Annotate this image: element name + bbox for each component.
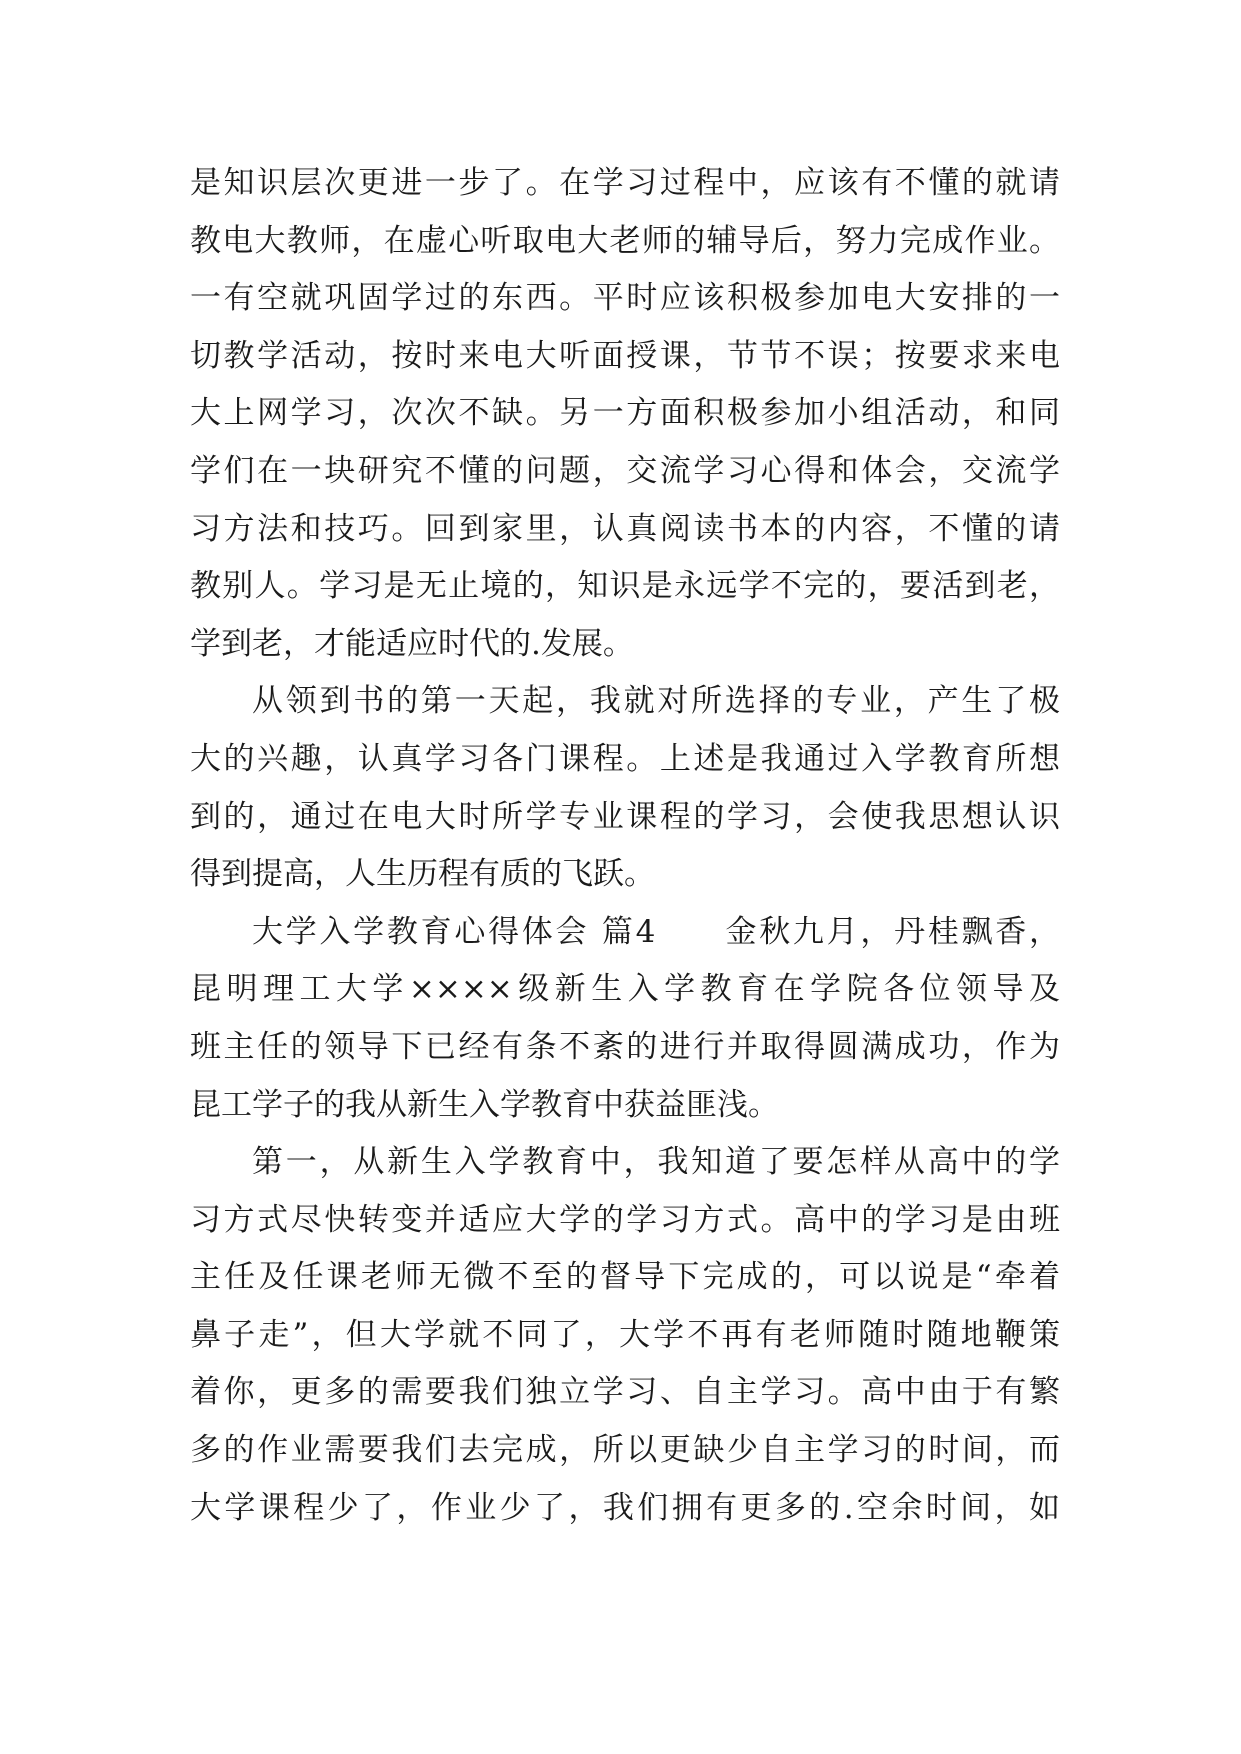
text-line: 一有空就巩固学过的东西。平时应该积极参加电大安排的一 bbox=[190, 280, 1060, 317]
text-line: 多的作业需要我们去完成，所以更缺少自主学习的时间，而 bbox=[190, 1432, 1060, 1469]
text-line: 得到提高，人生历程有质的飞跃。 bbox=[190, 856, 655, 893]
text-line: 学们在一块研究不懂的问题，交流学习心得和体会，交流学 bbox=[190, 452, 1060, 489]
document-body bbox=[190, 155, 1060, 1537]
text-line: 着你，更多的需要我们独立学习、自主学习。高中由于有繁 bbox=[190, 1374, 1060, 1411]
text-line: 习方式尽快转变并适应大学的学习方式。高中的学习是由班 bbox=[190, 1201, 1060, 1238]
text-line: 昆明理工大学××××级新生入学教育在学院各位领导及 bbox=[190, 971, 1060, 1008]
text-line: 从领到书的第一天起，我就对所选择的专业，产生了极 bbox=[252, 683, 1060, 720]
text-line: 切教学活动，按时来电大听面授课，节节不误；按要求来电 bbox=[190, 337, 1060, 374]
text-line: 昆工学子的我从新生入学教育中获益匪浅。 bbox=[190, 1086, 779, 1123]
text-line: 班主任的领导下已经有条不紊的进行并取得圆满成功，作为 bbox=[190, 1028, 1060, 1065]
text-line: 习方法和技巧。回到家里，认真阅读书本的内容，不懂的请 bbox=[190, 510, 1060, 547]
text-line: 到的，通过在电大时所学专业课程的学习，会使我思想认识 bbox=[190, 798, 1060, 835]
text-line: 教电大教师，在虚心听取电大老师的辅导后，努力完成作业。 bbox=[190, 222, 1060, 259]
text-line: 学到老，才能适应时代的.发展。 bbox=[190, 625, 634, 662]
text-line: 大的兴趣，认真学习各门课程。上述是我通过入学教育所想 bbox=[190, 740, 1060, 777]
text-line: 鼻子走”，但大学就不同了，大学不再有老师随时随地鞭策 bbox=[190, 1316, 1060, 1353]
text-line: 大学课程少了，作业少了，我们拥有更多的.空余时间，如 bbox=[190, 1489, 1060, 1526]
text-line: 教别人。学习是无止境的，知识是永远学不完的，要活到老， bbox=[190, 568, 1060, 605]
text-line: 主任及任课老师无微不至的督导下完成的，可以说是“牵着 bbox=[190, 1259, 1060, 1296]
text-line: 第一，从新生入学教育中，我知道了要怎样从高中的学 bbox=[252, 1144, 1060, 1181]
text-line: 是知识层次更进一步了。在学习过程中，应该有不懂的就请 bbox=[190, 165, 1060, 201]
text-line: 大上网学习，次次不缺。另一方面积极参加小组活动，和同 bbox=[190, 395, 1060, 432]
text-line: 大学入学教育心得体会 篇4 金秋九月，丹桂飘香， bbox=[252, 913, 1060, 950]
